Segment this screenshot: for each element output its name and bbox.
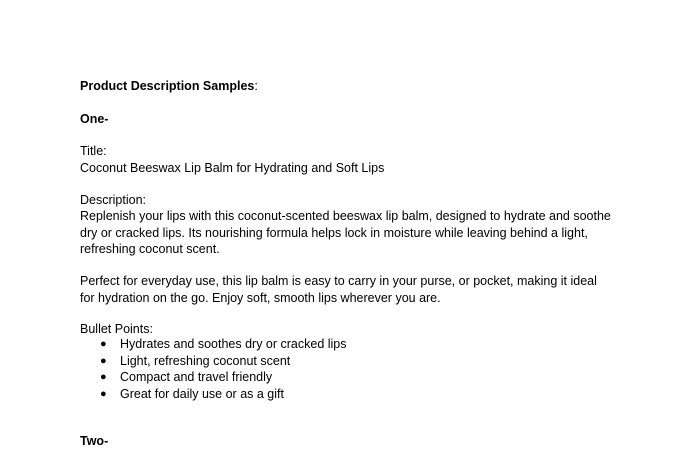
bullets-label: Bullet Points:	[80, 322, 153, 336]
bullet-text: Compact and travel friendly	[120, 370, 273, 384]
section-one-label: One-	[80, 112, 109, 126]
bullet-icon: ●	[100, 371, 107, 383]
description-p1-line: refreshing coconut scent.	[80, 242, 220, 256]
bullet-list	[80, 336, 347, 402]
section-two-label: Two-	[80, 434, 109, 448]
list-item	[80, 353, 347, 370]
description-label: Description:	[80, 193, 146, 207]
description-p1-line: Replenish your lips with this coconut-scented beeswax lip balm, designed to hydrate and soothe	[80, 209, 611, 223]
bullet-text: Great for daily use or as a gift	[120, 386, 284, 401]
heading-text: Product Description Samples	[80, 79, 255, 93]
description-p2-line: for hydration on the go. Enjoy soft, smooth lips wherever you are.	[80, 291, 441, 305]
bullet-text: Hydrates and soothes dry or cracked lips	[120, 337, 347, 351]
list-item	[80, 336, 347, 353]
description-p1-line: dry or cracked lips. Its nourishing formula helps lock in moisture while leaving behind a light,	[80, 226, 588, 240]
product-title: Coconut Beeswax Lip Balm for Hydrating and Soft Lips	[80, 161, 385, 175]
bullet-icon: ●	[100, 387, 107, 400]
title-label: Title:	[80, 144, 107, 158]
bullet-icon: ●	[100, 354, 107, 367]
list-item	[80, 386, 347, 403]
bullet-text: Light, refreshing coconut scent	[120, 353, 291, 368]
description-p2-line: Perfect for everyday use, this lip balm is easy to carry in your purse, or pocket, making it ideal	[80, 274, 597, 288]
bullet-icon: ●	[100, 338, 107, 350]
list-item	[80, 369, 347, 386]
heading-colon: :	[254, 79, 258, 93]
document-heading	[80, 78, 258, 95]
